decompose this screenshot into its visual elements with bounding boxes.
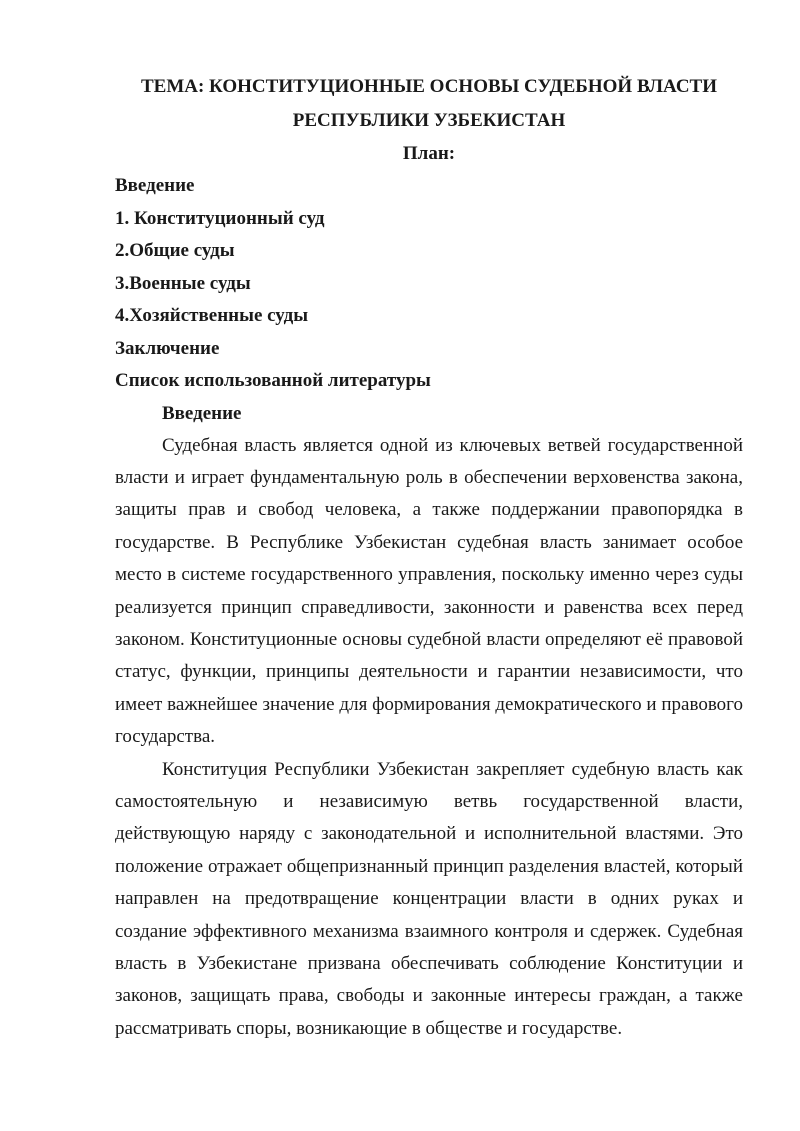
document-page [115,70,743,1045]
plan-heading: План: [402,143,456,164]
body-paragraph-2: Конституция Республики Узбекистан закрепляет судебную власть как самостоятельную и независимую ветвь государственной власти, действующую наряду с законодательной и исполнительной властями. Это положение отражает общепризнанный принцип разделения властей, который направлен на предотвращение концентрации власти в одних руках и создание эффективного механизма взаимного контроля и сдержек. Судебная власть в Узбекистане призвана обеспечивать соблюдение Конституции и законов, защищать права, свободы и законные интересы граждан, а также рассматривать споры, возникающие в обществе и государстве. [115,758,743,1039]
plan-item-economic-courts: 4.Хозяйственные суды [115,305,309,326]
title-line-2: РЕСПУБЛИКИ УЗБЕКИСТАН [292,110,566,131]
plan-item-conclusion: Заключение [115,337,220,359]
plan-item-military-courts: 3.Военные суды [115,272,251,294]
plan-list [115,170,743,398]
plan-item-references: Список использованной литературы [115,370,431,391]
plan-item-introduction: Введение [115,175,195,196]
section-heading-introduction: Введение [162,402,242,424]
plan-item-general-courts: 2.Общие суды [115,240,235,261]
body-paragraph-1: Судебная власть является одной из ключевых ветвей государственной власти и играет фундаментальную роль в обеспечении верховенства закона, защиты прав и свобод человека, а также поддержании правопорядка в государстве. В Республике Узбекистан судебная власть занимает особое место в системе государственного управления, поскольку именно через суды реализуется принцип справедливости, законности и равенства всех перед законом. Конституционные основы судебной власти определяют её правовой статус, функции, принципы деятельности и гарантии независимости, что имеет важнейшее значение для формирования демократического и правового государства. [115,434,743,748]
document-title [115,70,743,138]
title-line-1: ТЕМА: КОНСТИТУЦИОННЫЕ ОСНОВЫ СУДЕБНОЙ ВЛАСТИ [140,76,717,97]
plan-item-constitutional-court: 1. Конституционный суд [115,207,325,229]
